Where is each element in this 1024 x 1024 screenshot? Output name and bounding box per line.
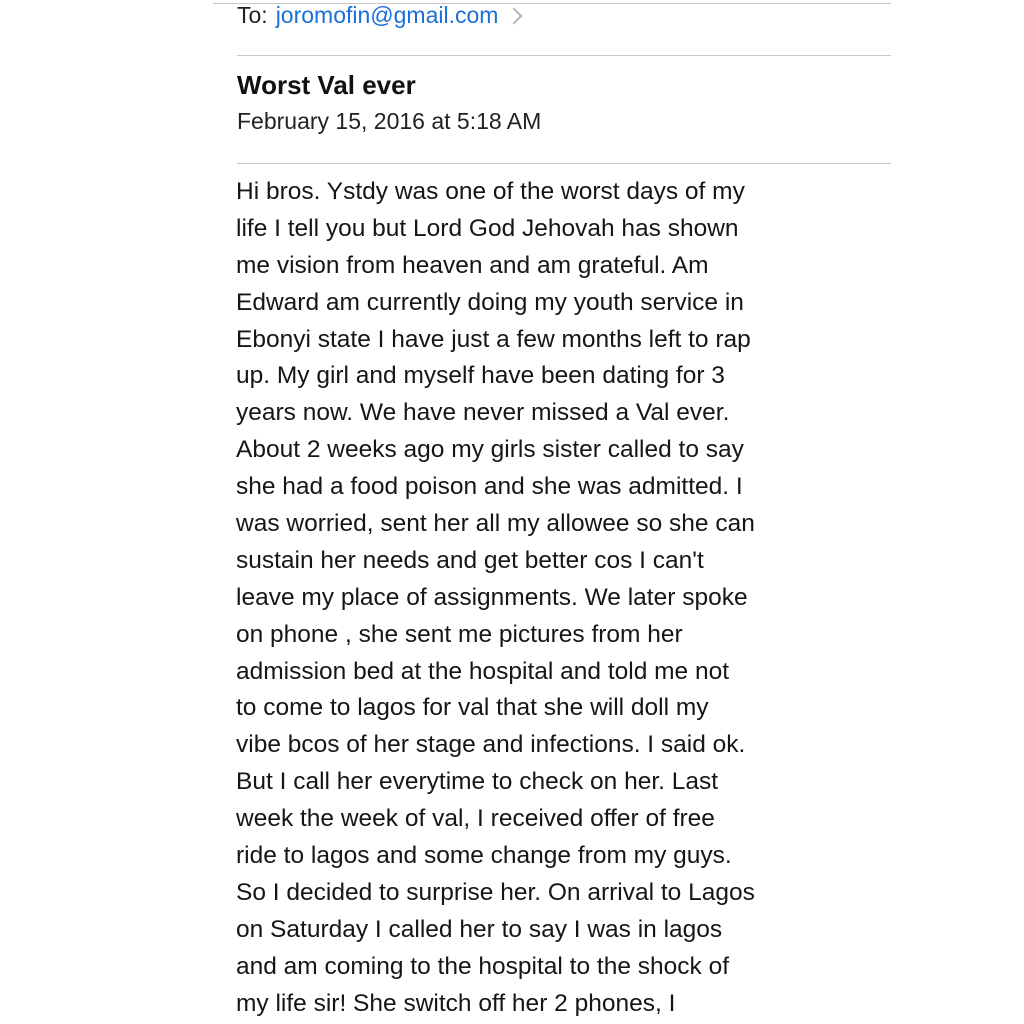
email-body-line: Edward am currently doing my youth service in: [236, 288, 744, 316]
email-body-line: But I call her everytime to check on her. Last: [236, 768, 719, 796]
to-label: To:: [237, 1, 268, 28]
email-body-line: my life sir! She switch off her 2 phones, I: [236, 989, 676, 1017]
email-body-line: and am coming to the hospital to the shock of: [236, 952, 730, 980]
email-body-line: leave my place of assignments. We later spoke: [236, 583, 748, 611]
chevron-right-icon[interactable]: [506, 8, 523, 25]
email-body-line: on Saturday I called her to say I was in lagos: [236, 915, 723, 943]
email-body: [236, 174, 876, 1022]
email-body-line: Ebonyi state I have just a few months left to rap: [236, 325, 751, 353]
email-body-line: So I decided to surprise her. On arrival to Lagos: [236, 878, 755, 906]
email-body-line: Hi bros. Ystdy was one of the worst days of my: [236, 178, 745, 205]
email-body-line: me vision from heaven and am grateful. Am: [236, 251, 709, 279]
email-body-line: was worried, sent her all my allowee so she can: [236, 510, 755, 538]
header-divider: [237, 55, 891, 56]
email-body-line: ride to lagos and some change from my guys.: [236, 842, 732, 870]
email-body-line: on phone , she sent me pictures from her: [236, 620, 683, 648]
recipient-address[interactable]: joromofin@gmail.com: [275, 1, 499, 28]
email-date: February 15, 2016 at 5:18 AM: [237, 108, 542, 134]
email-subject: Worst Val ever: [237, 70, 416, 100]
email-body-line: vibe bcos of her stage and infections. I said ok.: [236, 731, 746, 759]
email-body-line: week the week of val, I received offer of free: [236, 805, 715, 833]
email-body-line: admission bed at the hospital and told me not: [236, 657, 730, 685]
email-body-line: life I tell you but Lord God Jehovah has shown: [236, 214, 739, 242]
email-body-line: up. My girl and myself have been dating for 3: [236, 362, 725, 390]
email-body-line: About 2 weeks ago my girls sister called to say: [236, 436, 744, 464]
email-body-line: years now. We have never missed a Val ever.: [236, 399, 730, 427]
email-body-line: she had a food poison and she was admitted. I: [236, 473, 743, 501]
body-divider: [237, 163, 891, 164]
email-body-line: sustain her needs and get better cos I can't: [236, 546, 704, 574]
email-body-line: to come to lagos for val that she will doll my: [236, 694, 709, 722]
recipient-row[interactable]: [237, 0, 520, 30]
